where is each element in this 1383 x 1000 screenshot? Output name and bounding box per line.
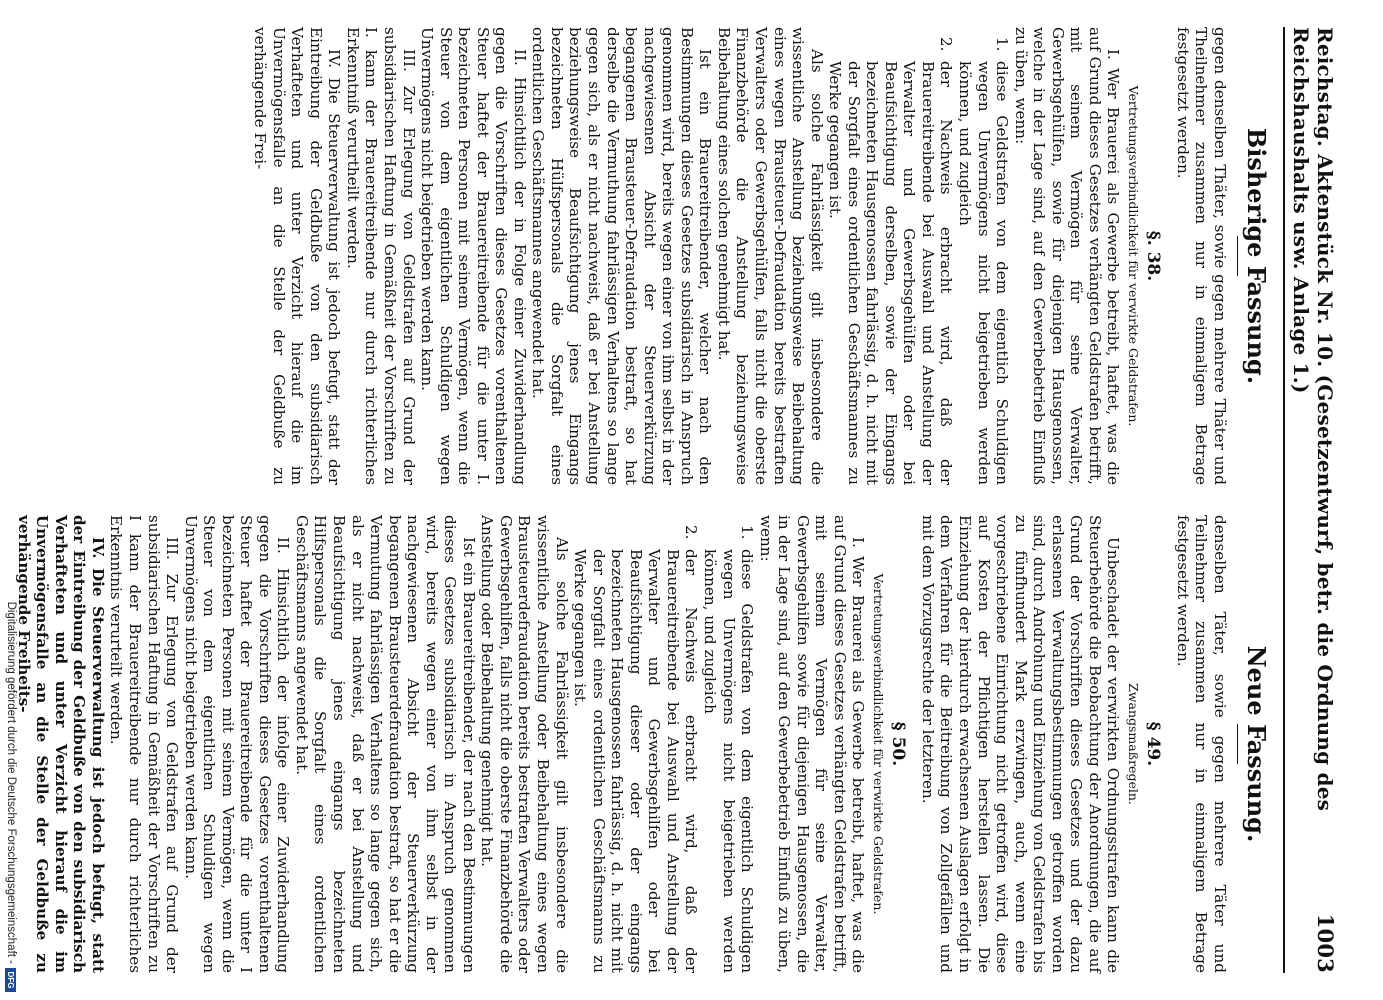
numbered-list <box>570 515 755 973</box>
two-column-body <box>14 27 1273 973</box>
paragraph-I: I. Wer Brauerei als Gewerbe betreibt, haftet, was die auf Grund dieses Gesetzes verhängten Geldstrafen betrifft, mit seinem Vermögen für seine Verwalter, Gewerbsgehülfen, sowie für diejenigen Hausgenossen, welche in der Lage sind, auf den Gewerbebetrieb Einfluß zu üben, wenn: <box>1011 27 1122 485</box>
paragraph: Als solche Fahrlässigkeit gilt insbesondere die wissentliche Anstellung oder Beibehaltung eines wegen Brausteuerdefraudation bereits bestraften Verwalters oder Gewerbsgehilfen, falls nicht die oberste Finanzbehörde die Anstellung oder Beibehaltung genehmigt hat. <box>477 515 571 973</box>
list-item: 1. diese Geldstrafen von dem eigentlich Schuldigen wegen Unvermögens nicht beigetrieben werden können, und zugleich <box>700 525 756 973</box>
section-number: §. 38. <box>1142 230 1163 282</box>
intro-paragraph: denselben Täter, sowie gegen mehrere Täter und Teilnehmer zusammen nur in einmaligem Betrage festgesetzt werden. <box>1173 515 1229 973</box>
column-heading-previous: Bisherige Fassung. <box>1241 127 1271 385</box>
list-item: 1. diese Geldstrafen von dem eigentlich Schuldigen wegen Unvermögens nicht beigetrieben werden können, und zugleich <box>955 37 1011 485</box>
column-heading-new: Neue Fassung. <box>1241 645 1271 843</box>
paragraph-II: II. Hinsichtlich der infolge einer Zuwiderhandlung gegen die Vorschriften dieses Gesetzes vorenthaltenen Steuer haftet der Brauereitreibende für die unter I bezeichneten Personen mit seinem Vermögen, wenn die Steuer von dem eigentlichen Schuldigen wegen Unvermögens nicht beigetrieben werden kann. <box>181 515 292 973</box>
paragraph: Ist ein Brauereitreibender, welcher nach den Bestimmungen dieses Gesetzes subsidiarisch in Anspruch genommen wird, bereits wegen einer von ihm selbst in der nachgewiesenen Absicht der Steuerverkürzung begangenen Brausteuer-Defraudation bestraft, so hat derselbe die Vermuthung fahrlässigen Verhaltens so lange gegen sich, als er nicht nachweist, daß er bei Anstellung beziehungsweise Beaufsichtigung jenes Eingangs bezeichneten Hülfspersonals die Sorgfalt eines ordentlichen Geschäftsmannes angewendet hat. <box>528 27 714 485</box>
paragraph-III: III. Zur Erlegung von Geldstrafen auf Grund der subsidiarischen Haftung in Gemäßheit der Vorschriften zu I kann der Brauereitreibende nur durch richterliches Erkenntnis verurteilt werden. <box>106 515 181 973</box>
paragraph-IV: IV. Die Steuerverwaltung ist jedoch befugt, statt der Eintreibung der Geldbuße von den subsidiarisch Verhafteten und unter Verzicht hierauf die im Unvermögensfalle an die Stelle der Geldbuße zu verhängende Freiheits- <box>14 515 107 973</box>
dfg-logo: DFG <box>6 968 17 992</box>
paragraph-IV: IV. Die Steuerverwaltung ist jedoch befugt, statt der Eintreibung der Geldbuße von den subsidiarisch Verhafteten und unter Verzicht hierauf die im Unvermögensfalle an die Stelle der Geldbuße zu verhängende Frei- <box>250 27 343 485</box>
numbered-list <box>825 27 1010 485</box>
digitization-note: Digitalisierung gefördert durch die Deutsche Forschungsgemeinschaft - <box>5 601 17 964</box>
paragraph-III: III. Zur Erlegung von Geldstrafen auf Grund der subsidiarischen Haftung in Gemäßheit der Vorschriften zu I. kann der Brauereitreibende nur durch richterliches Erkenntniß verurtheilt werden. <box>343 27 418 485</box>
page-header <box>1283 27 1338 973</box>
paragraph: Als solche Fahrlässigkeit gilt insbesondere die wissentliche Anstellung beziehungsweise Beibehaltung eines wegen Brausteuer-Defraudation bereits bestraften Verwalters oder Gewerbsgehülfen, falls nicht die oberste Finanzbehörde die Anstellung beziehungsweise Beibehaltung eines solchen genehmigt hat. <box>714 27 826 485</box>
section-number: § 50. <box>887 721 908 767</box>
list-item: 2. der Nachweis erbracht wird, daß der Brauereitreibende bei Auswahl und Anstellung der Verwalter und Gewerbsgehülfen oder bei Beaufsichtigung derselben, sowie der Eingangs bezeichneten Hausgenossen fahrlässig, d. h. nicht mit der Sorgfalt eines ordentlichen Geschäftsmannes zu Werke gegangen ist. <box>825 37 955 485</box>
section-title: Vertretungsverbindlichkeit für verwirkte Geldstrafen. <box>1125 85 1141 427</box>
paragraph: Unbeschadet der verwirkten Ordnungsstrafen kann die Steuerbehörde die Beobachtung der Anordnungen, die auf Grund der Vorschriften dieses Gesetzes und der dazu erlassenen Verwaltungsbestimmungen getroffen worden sind, durch Androhung und Einziehung von Geldstrafen bis zu fünfhundert Mark erzwingen, auch, wenn eine vorgeschriebene Einrichtung nicht getroffen wird, diese auf Kosten der Pflichtigen herstellen lassen. Die Einziehung der hierdurch erwachsenen Auslagen erfolgt in dem Verfahren für die Beitreibung von Zollgefällen und mit dem Vorzugsrechte der letzteren. <box>918 515 1122 973</box>
intro-paragraph: gegen denselben Thäter, sowie gegen mehrere Thäter und Theilnehmer zusammen nur in einmaligem Betrage festgesetzt werden. <box>1173 27 1229 485</box>
section-title: Vertretungsverbindlichkeit für verwirkte Geldstrafen. <box>870 573 886 915</box>
paragraph-I: I. Wer Brauerei als Gewerbe betreibt, haftet, was die auf Grund dieses Gesetzes verhängten Geldstrafen betrifft, mit seinem Vermögen für seine Verwalter, Gewerbsgehilfen sowie für diejenigen Hausgenossen, die in der Lage sind, auf den Gewerbebetrieb Einfluß zu üben, wenn: <box>756 515 867 973</box>
column-new-version <box>14 515 1273 973</box>
paragraph-II: II. Hinsichtlich der in Folge einer Zuwiderhandlung gegen die Vorschriften dieses Gesetzes vorenthaltenen Steuer haftet der Brauereitreibende für die unter I. bezeichneten Personen mit seinem Vermögen, wenn die Steuer von dem eigentlichen Schuldigen wegen Unvermögens nicht beigetrieben werden kann. <box>417 27 529 485</box>
paragraph: Ist ein Brauereitreibender, der nach den Bestimmungen dieses Gesetzes subsidiarisch in Anspruch genommen wird, bereits wegen einer von ihm selbst in der nachgewiesenen Absicht der Steuerverkürzung begangenen Brausteuerdefraudation bestraft, so hat er die Vermutung fahrlässigen Verhaltens so lange gegen sich, als er nicht nachweist, daß er bei Anstellung und Beaufsichtigung jenes eingangs bezeichneten Hilfspersonals die Sorgfalt eines ordentlichen Geschäftsmanns angewendet hat. <box>292 515 478 973</box>
section-title: Zwangsmaßregeln. <box>1125 683 1141 805</box>
section-number: § 49. <box>1142 721 1163 767</box>
list-item: 2. der Nachweis erbracht wird, daß der Brauereitreibende bei Auswahl und Anstellung der Verwalter und Gewerbsgehilfen oder bei Beaufsichtigung dieser oder der eingangs bezeichneten Hausgenossen fahrlässig, d. h. nicht mit der Sorgfalt eines ordentlichen Geschäftsmanns zu Werke gegangen ist. <box>570 525 700 973</box>
divider <box>1237 724 1238 764</box>
column-previous-version <box>14 27 1273 485</box>
divider <box>1237 236 1238 276</box>
page-number: 1003 <box>1312 913 1338 973</box>
page-title: Reichstag. Aktenstück Nr. 10. (Gesetzentwurf, betr. die Ordnung des Reichshaushalts usw. Anlage 1.) <box>1288 27 1337 812</box>
scanned-page <box>14 5 1352 995</box>
